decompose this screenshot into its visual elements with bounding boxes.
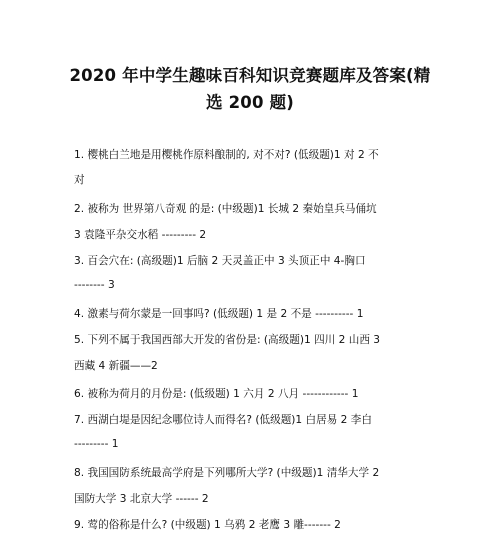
question-9-line-1: 9. 莺的俗称是什么? (中级题) 1 乌鸦 2 老鹰 3 雕------- 2	[74, 519, 341, 531]
question-3-line-2: -------- 3	[74, 279, 115, 291]
question-5-line-2: 西藏 4 新疆——2	[74, 360, 158, 372]
question-2-line-2: 3 袁隆平杂交水稻 --------- 2	[74, 229, 207, 241]
question-6-line-1: 6. 被称为荷月的月份是: (低级题) 1 六月 2 八月 ------------ 1	[74, 388, 359, 400]
question-1-line-1: 1. 樱桃白兰地是用樱桃作原料酿制的, 对不对? (低级题)1 对 2 不	[74, 149, 379, 161]
question-4-line-1: 4. 激素与荷尔蒙是一回事吗? (低级题) 1 是 2 不是 ---------- 1	[74, 308, 364, 320]
question-8-line-2: 国防大学 3 北京大学 ------ 2	[74, 493, 209, 505]
question-3-line-1: 3. 百会穴在: (高级题)1 后脑 2 天灵盖正中 3 头顶正中 4-胸口	[74, 255, 366, 267]
question-7-line-2: --------- 1	[74, 438, 119, 450]
question-5-line-1: 5. 下列不属于我国西部大开发的省份是: (高级题)1 四川 2 山西 3	[74, 334, 381, 346]
question-2-line-1: 2. 被称为 世界第八奇观 的是: (中级题)1 长城 2 秦始皇兵马俑坑	[74, 203, 377, 215]
question-1-line-2: 对	[74, 174, 85, 186]
document-title-line-2: 选 200 题)	[205, 93, 295, 112]
document-title-line-1: 2020 年中学生趣味百科知识竞赛题库及答案(精	[69, 66, 431, 85]
question-8-line-1: 8. 我国国防系统最高学府是下列哪所大学? (中级题)1 清华大学 2	[74, 467, 380, 479]
question-7-line-1: 7. 西湖白堤是因纪念哪位诗人而得名? (低级题)1 白居易 2 李白	[74, 414, 372, 426]
